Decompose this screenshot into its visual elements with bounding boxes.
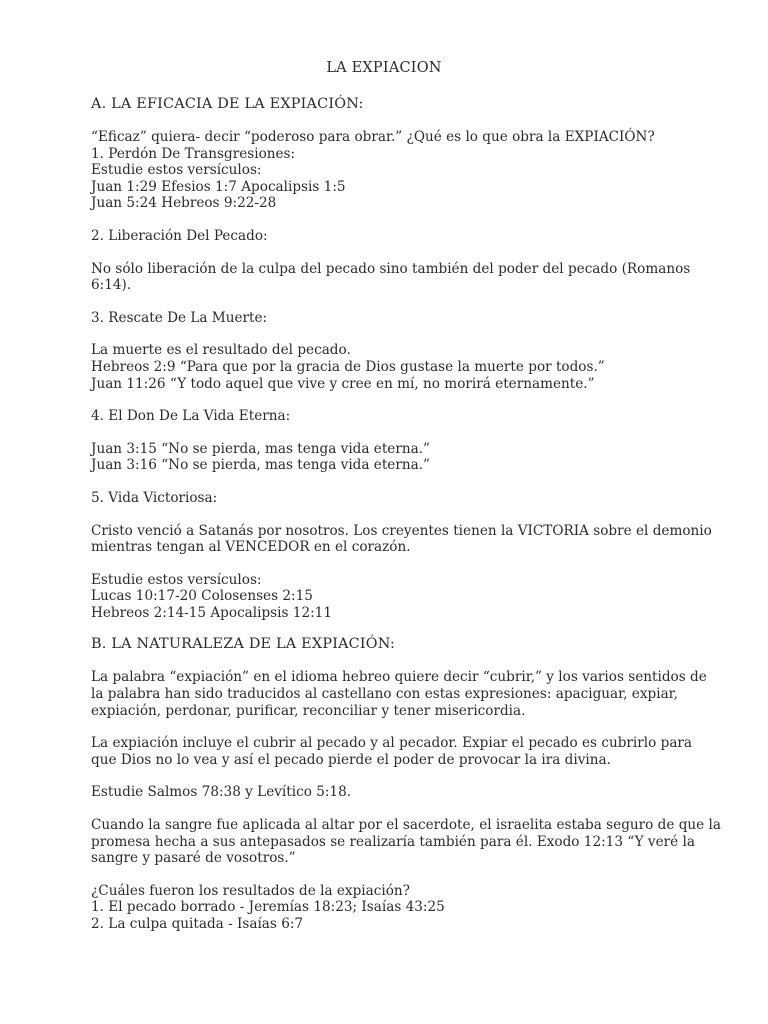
item5-study [91, 572, 691, 622]
intro-line: “Eficaz” quiera- decir “poderoso para obrar.” ¿Qué es lo que obra la EXPIACIÓN? [91, 129, 655, 145]
results-question: ¿Cuáles fueron los resultados de la expiación? [91, 882, 410, 899]
item5-title: 5. Vida Victoriosa: [91, 489, 218, 506]
item3-text [91, 342, 691, 392]
item2-text-line-2: 6:14). [91, 277, 132, 294]
document-title: LA EXPIACION [326, 60, 442, 76]
section-b-para-4 [91, 817, 722, 867]
para2-line-1: La expiación incluye el cubrir al pecado y al pecador. Expiar el pecado es cubrirlo para [91, 735, 693, 752]
para2-line-2: que Dios no lo vea y así el pecado pierde el poder de provocar la ira divina. [91, 751, 611, 768]
section-b-heading: B. LA NATURALEZA DE LA EXPIACIÓN: [91, 636, 396, 653]
para1-line-2: la palabra han sido traducidos al castellano con estas expresiones: apaciguar, expiar, [91, 686, 678, 703]
para1-line-1: La palabra “expiación” en el idioma hebreo quiere decir “cubrir,” y los varios sentidos de [91, 669, 707, 686]
item2-text-line-1: No sólo liberación de la culpa del pecado sino también del poder del pecado (Romanos [91, 260, 691, 277]
item4-line-2: Juan 3:16 “No se pierda, mas tenga vida eterna.” [91, 457, 430, 474]
para4-line-1: Cuando la sangre fue aplicada al altar por el sacerdote, el israelita estaba seguro de que la [91, 817, 722, 834]
section-a-heading: A. LA EFICACIA DE LA EXPIACIÓN: [91, 96, 364, 112]
item5-text-line-2: mientras tengan al VENCEDOR en el corazón. [91, 539, 411, 556]
item1-study-label: Estudie estos versículos: [91, 162, 262, 179]
item4-text [91, 441, 691, 474]
item1-title: 1. Perdón De Transgresiones: [91, 145, 296, 162]
item3-line-3: Juan 11:26 “Y todo aquel que vive y cree en mí, no morirá eternamente.” [91, 375, 595, 392]
results-item-1: 1. El pecado borrado - Jeremías 18:23; Isaías 43:25 [91, 899, 445, 916]
item4-line-1: Juan 3:15 “No se pierda, mas tenga vida eterna.” [91, 440, 430, 457]
section-b-para-3: Estudie Salmos 78:38 y Levítico 5:18. [91, 784, 352, 801]
section-a-intro [91, 129, 691, 212]
item3-line-1: La muerte es el resultado del pecado. [91, 342, 351, 359]
para4-line-3: sangre y pasaré de vosotros.” [91, 850, 296, 867]
item5-refs-1: Lucas 10:17-20 Colosenses 2:15 [91, 588, 313, 605]
item3-title: 3. Rescate De La Muerte: [91, 309, 268, 326]
item1-refs-1: Juan 1:29 Efesios 1:7 Apocalipsis 1:5 [91, 178, 346, 195]
results-item-2: 2. La culpa quitada - Isaías 6:7 [91, 916, 304, 932]
item5-study-label: Estudie estos versículos: [91, 571, 262, 588]
section-b-results [91, 883, 691, 933]
item1-refs-2: Juan 5:24 Hebreos 9:22-28 [91, 195, 277, 212]
document-body [91, 95, 722, 933]
item5-text-line-1: Cristo venció a Satanás por nosotros. Los creyentes tienen la VICTORIA sobre el demonio [91, 522, 712, 539]
item3-line-2: Hebreos 2:9 “Para que por la gracia de Dios gustase la muerte por todos.” [91, 358, 605, 375]
item2-title: 2. Liberación Del Pecado: [91, 227, 268, 244]
item2-text [91, 261, 691, 294]
item5-refs-2: Hebreos 2:14-15 Apocalipsis 12:11 [91, 604, 332, 621]
para1-line-3: expiación, perdonar, purificar, reconciliar y tener misericordia. [91, 702, 526, 719]
para4-line-2: promesa hecha a sus antepasados se realizaría también para él. Exodo 12:13 “Y veré la [91, 833, 695, 850]
item4-title: 4. El Don De La Vida Eterna: [91, 408, 291, 425]
section-b-para-1 [91, 669, 707, 719]
item5-text [91, 522, 712, 556]
section-b-para-2 [91, 735, 691, 768]
